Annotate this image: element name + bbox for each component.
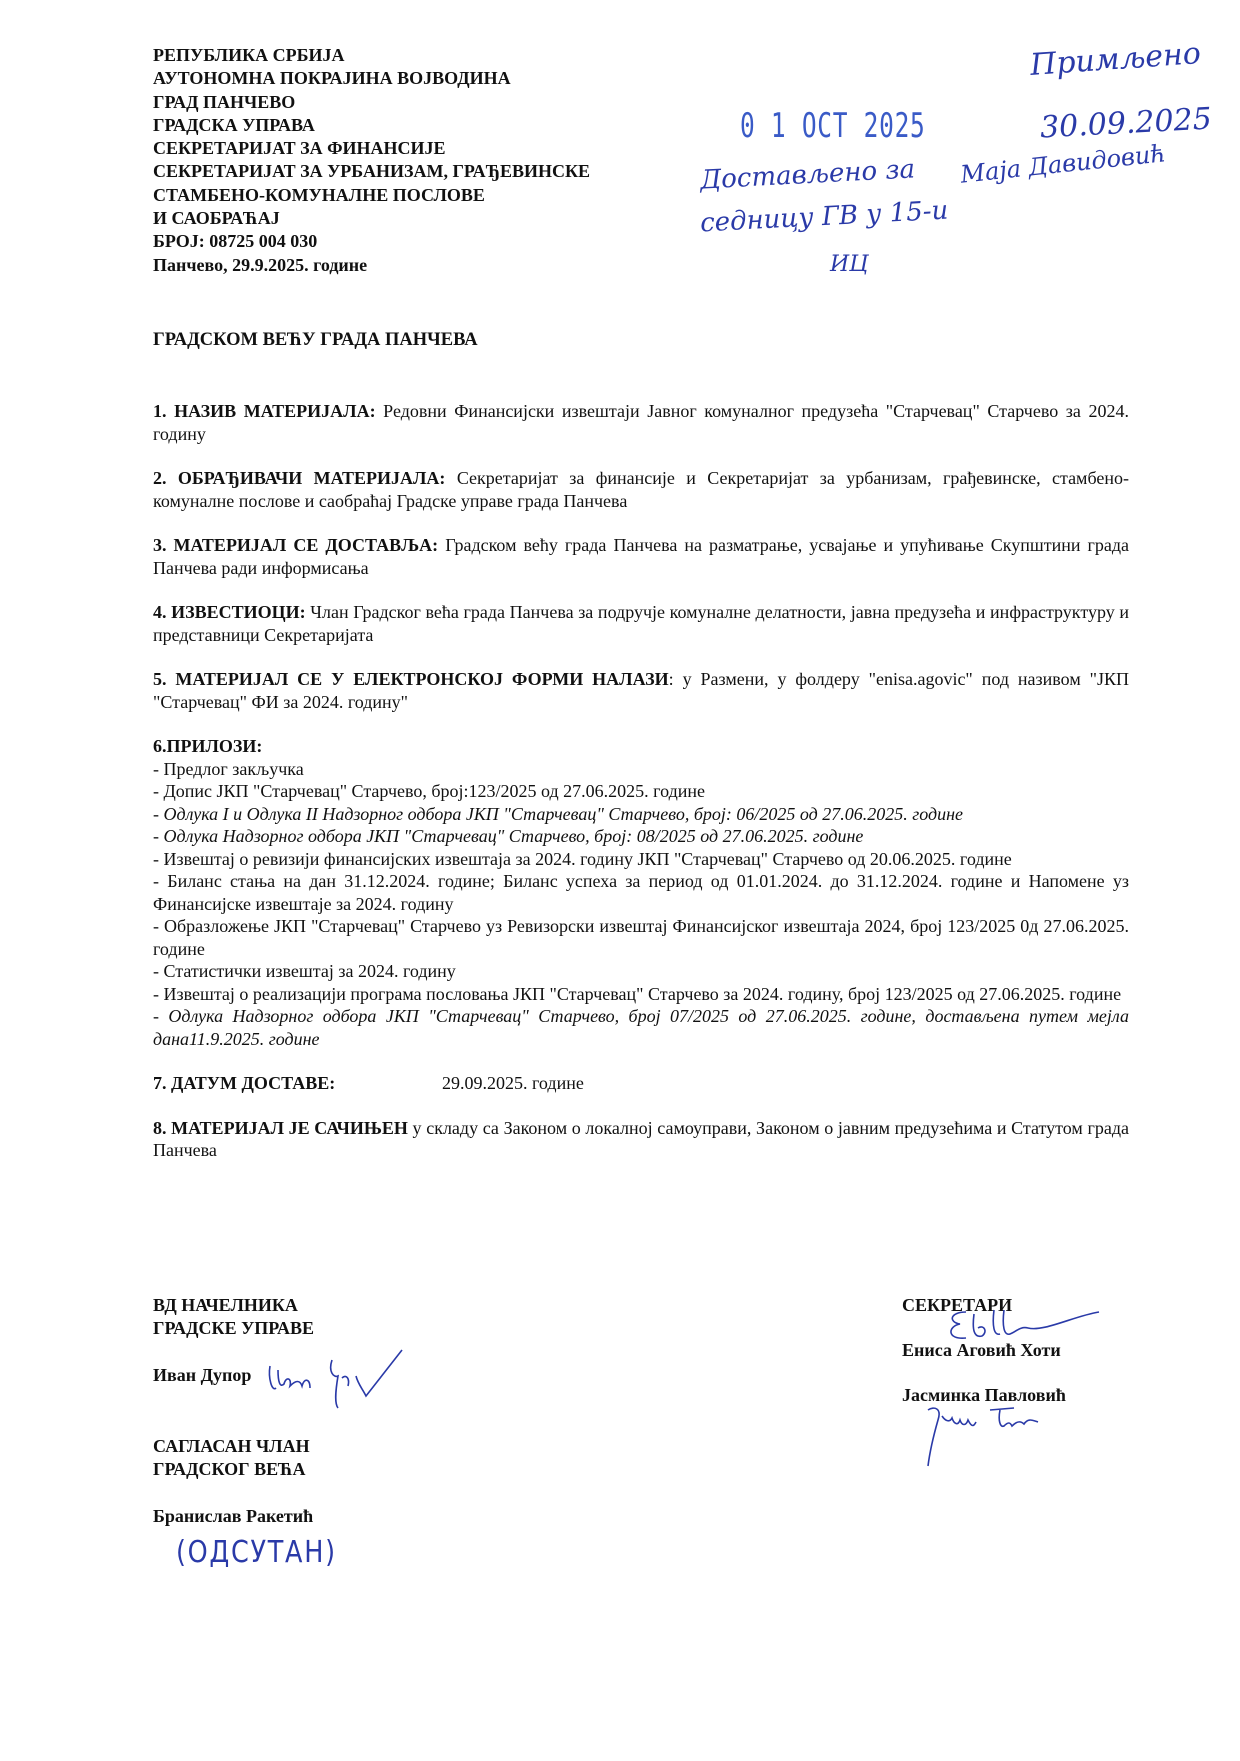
received-date-stamp: 0 1 OCT 2025 [740, 106, 926, 146]
handwritten-absent-note: (ОДСУТАН) [176, 1535, 337, 1570]
attachment-item: - Статистички извештај за 2024. годину [153, 961, 456, 981]
signatory-name: Иван Дупор [153, 1365, 252, 1385]
section-material-name [153, 400, 1129, 445]
section-delivery-date [153, 1072, 1129, 1095]
handwritten-received-date: 30.09.2025 [1039, 101, 1213, 146]
section-prepared-by [153, 467, 1129, 512]
council-member-name: Бранислав Ракетић [153, 1506, 314, 1526]
section-text: : у Размени, у фолдеру "enisa.agovic" под називом "ЈКП "Старчевац" ФИ за 2024. годину" [153, 669, 1129, 712]
section-label: 3. МАТЕРИЈАЛ СЕ ДОСТАВЉА: [153, 535, 439, 555]
header-line: РЕПУБЛИКА СРБИЈА [153, 45, 345, 65]
header-line: СЕКРЕТАРИЈАТ ЗА УРБАНИЗАМ, ГРАЂЕВИНСКЕ [153, 161, 591, 182]
attachment-item: - Одлука I и Одлука II Надзорног одбора ЈКП "Старчевац" Старчево, број: 06/2025 од 27.06.2025. године [153, 803, 964, 824]
signature-ivan-dupor [262, 1348, 412, 1418]
header-line: АУТОНОМНА ПОКРАЈИНА ВОЈВОДИНА [153, 68, 511, 89]
document-header [153, 44, 590, 277]
attachment-item: - Образложење ЈКП "Старчевац" Старчево уз Ревизорски извештај Финансијског извештаја 2024, број 123/2025 0д 27.06.2025. године [153, 916, 1129, 959]
attachment-item: - Предлог закључка [153, 758, 304, 779]
signature-enisa-agovic-hoti [944, 1306, 1104, 1348]
section-text: Секретаријат за финансије и Секретаријат за урбанизам, грађевинске, стамбено-комуналне послове и саобраћај Градске управе града Панчева [153, 468, 1129, 511]
signature-jasminka-pavlovic [920, 1400, 1060, 1470]
council-title: ГРАДСКОГ ВЕЋА [153, 1459, 306, 1479]
secretary-name-1: Ениса Аговић Хоти [902, 1340, 1061, 1360]
attachment-item: - Допис ЈКП "Старчевац" Старчево, број:123/2025 од 27.06.2025. године [153, 781, 705, 801]
handwritten-received-word: Примљено [1028, 36, 1202, 83]
council-title: САГЛАСАН ЧЛАН [153, 1436, 310, 1456]
signatory-title: ВД НАЧЕЛНИКА [153, 1295, 298, 1315]
document-number: БРОЈ: 08725 004 030 [153, 231, 318, 252]
section-electronic-location [153, 668, 1129, 713]
section-label: 8. МАТЕРИЈАЛ ЈЕ САЧИЊЕН [153, 1117, 408, 1138]
secretaries-title: СЕКРЕТАРИ [902, 1295, 1013, 1315]
header-line: ГРАД ПАНЧЕВО [153, 91, 296, 112]
header-line: СЕКРЕТАРИЈАТ ЗА ФИНАНСИЈЕ [153, 138, 446, 159]
attachment-item: - Извештај о реализацији програма пословања ЈКП "Старчевац" Старчево за 2024. годину, број 123/2025 од 27.06.2025. године [153, 983, 1122, 1004]
attachment-item: - Биланс стања на дан 31.12.2024. године; Биланс успеха за период од 01.01.2024. до 31.12.2024. године и Напомене уз Финансијске извештаје за 2024. годину [153, 871, 1129, 914]
signatory-title: ГРАДСКЕ УПРАВЕ [153, 1318, 314, 1338]
delivery-date-label: 7. ДАТУМ ДОСТАВЕ: [153, 1073, 336, 1093]
secretary-name-2: Јасминка Павловић [902, 1385, 1066, 1405]
section-text: Члан Градског већа града Панчева за подручје комуналне делатности, јавна предузећа и инфраструктуру и представници Секретаријата [153, 602, 1129, 645]
attachment-item: - Одлука Надзорног одбора ЈКП "Старчевац" Старчево, број: 08/2025 од 27.06.2025. године [153, 826, 864, 846]
header-line: И САОБРАЋАЈ [153, 208, 280, 229]
section-label: 1. НАЗИВ МАТЕРИЈАЛА: [153, 401, 376, 421]
attachment-item: - Извештај о ревизији финансијских извештаја за 2024. годину ЈКП "Старчевац" Старчево од 20.06.2025. године [153, 848, 1012, 869]
addressee: ГРАДСКОМ ВЕЋУ ГРАДА ПАНЧЕВА [153, 330, 478, 350]
attachment-item: - Одлука Надзорног одбора ЈКП "Старчевац" Старчево, број 07/2025 од 27.06.2025. године, достављена путем мејла дана11.9.2025. године [153, 1006, 1129, 1049]
section-text: Редовни Финансијски извештаји Јавног комуналног предузећа "Старчевац" Старчево за 2024. годину [153, 401, 1129, 444]
handwritten-initials: ИЦ [830, 252, 869, 277]
document-body [153, 400, 1129, 1184]
header-line: СТАМБЕНО-КОМУНАЛНЕ ПОСЛОВЕ [153, 184, 485, 205]
handwritten-note-name: Маја Давидовић [959, 139, 1167, 189]
section-delivered-to [153, 534, 1129, 579]
attachments-label: 6.ПРИЛОЗИ: [153, 736, 263, 756]
section-text: Градском већу града Панчева на разматрање, усвајање и упућивање Скупштини града Панчева ради информисања [153, 535, 1130, 578]
section-attachments [153, 735, 1129, 1050]
attachments-list [153, 758, 1129, 1051]
delivery-date-value: 29.09.2025. године [442, 1073, 584, 1093]
section-compiled [153, 1117, 1129, 1162]
section-label: 4. ИЗВЕСТИОЦИ: [153, 602, 306, 622]
section-label: 2. ОБРАЂИВАЧИ МАТЕРИЈАЛА: [153, 468, 446, 488]
document-date: Панчево, 29.9.2025. године [153, 254, 368, 275]
section-text: у складу са Законом о локалној самоуправи, Законом о јавним предузећима и Статутом града Панчева [153, 1117, 1129, 1160]
section-label: 5. МАТЕРИЈАЛ СЕ У ЕЛЕКТРОНСКОЈ ФОРМИ НАЛАЗИ [153, 669, 669, 689]
handwritten-note-line1: Достављено за [699, 154, 916, 196]
handwritten-note-line2: седницу ГВ у 15-и [699, 195, 949, 239]
section-rapporteurs [153, 601, 1129, 646]
header-line: ГРАДСКА УПРАВА [153, 114, 315, 135]
